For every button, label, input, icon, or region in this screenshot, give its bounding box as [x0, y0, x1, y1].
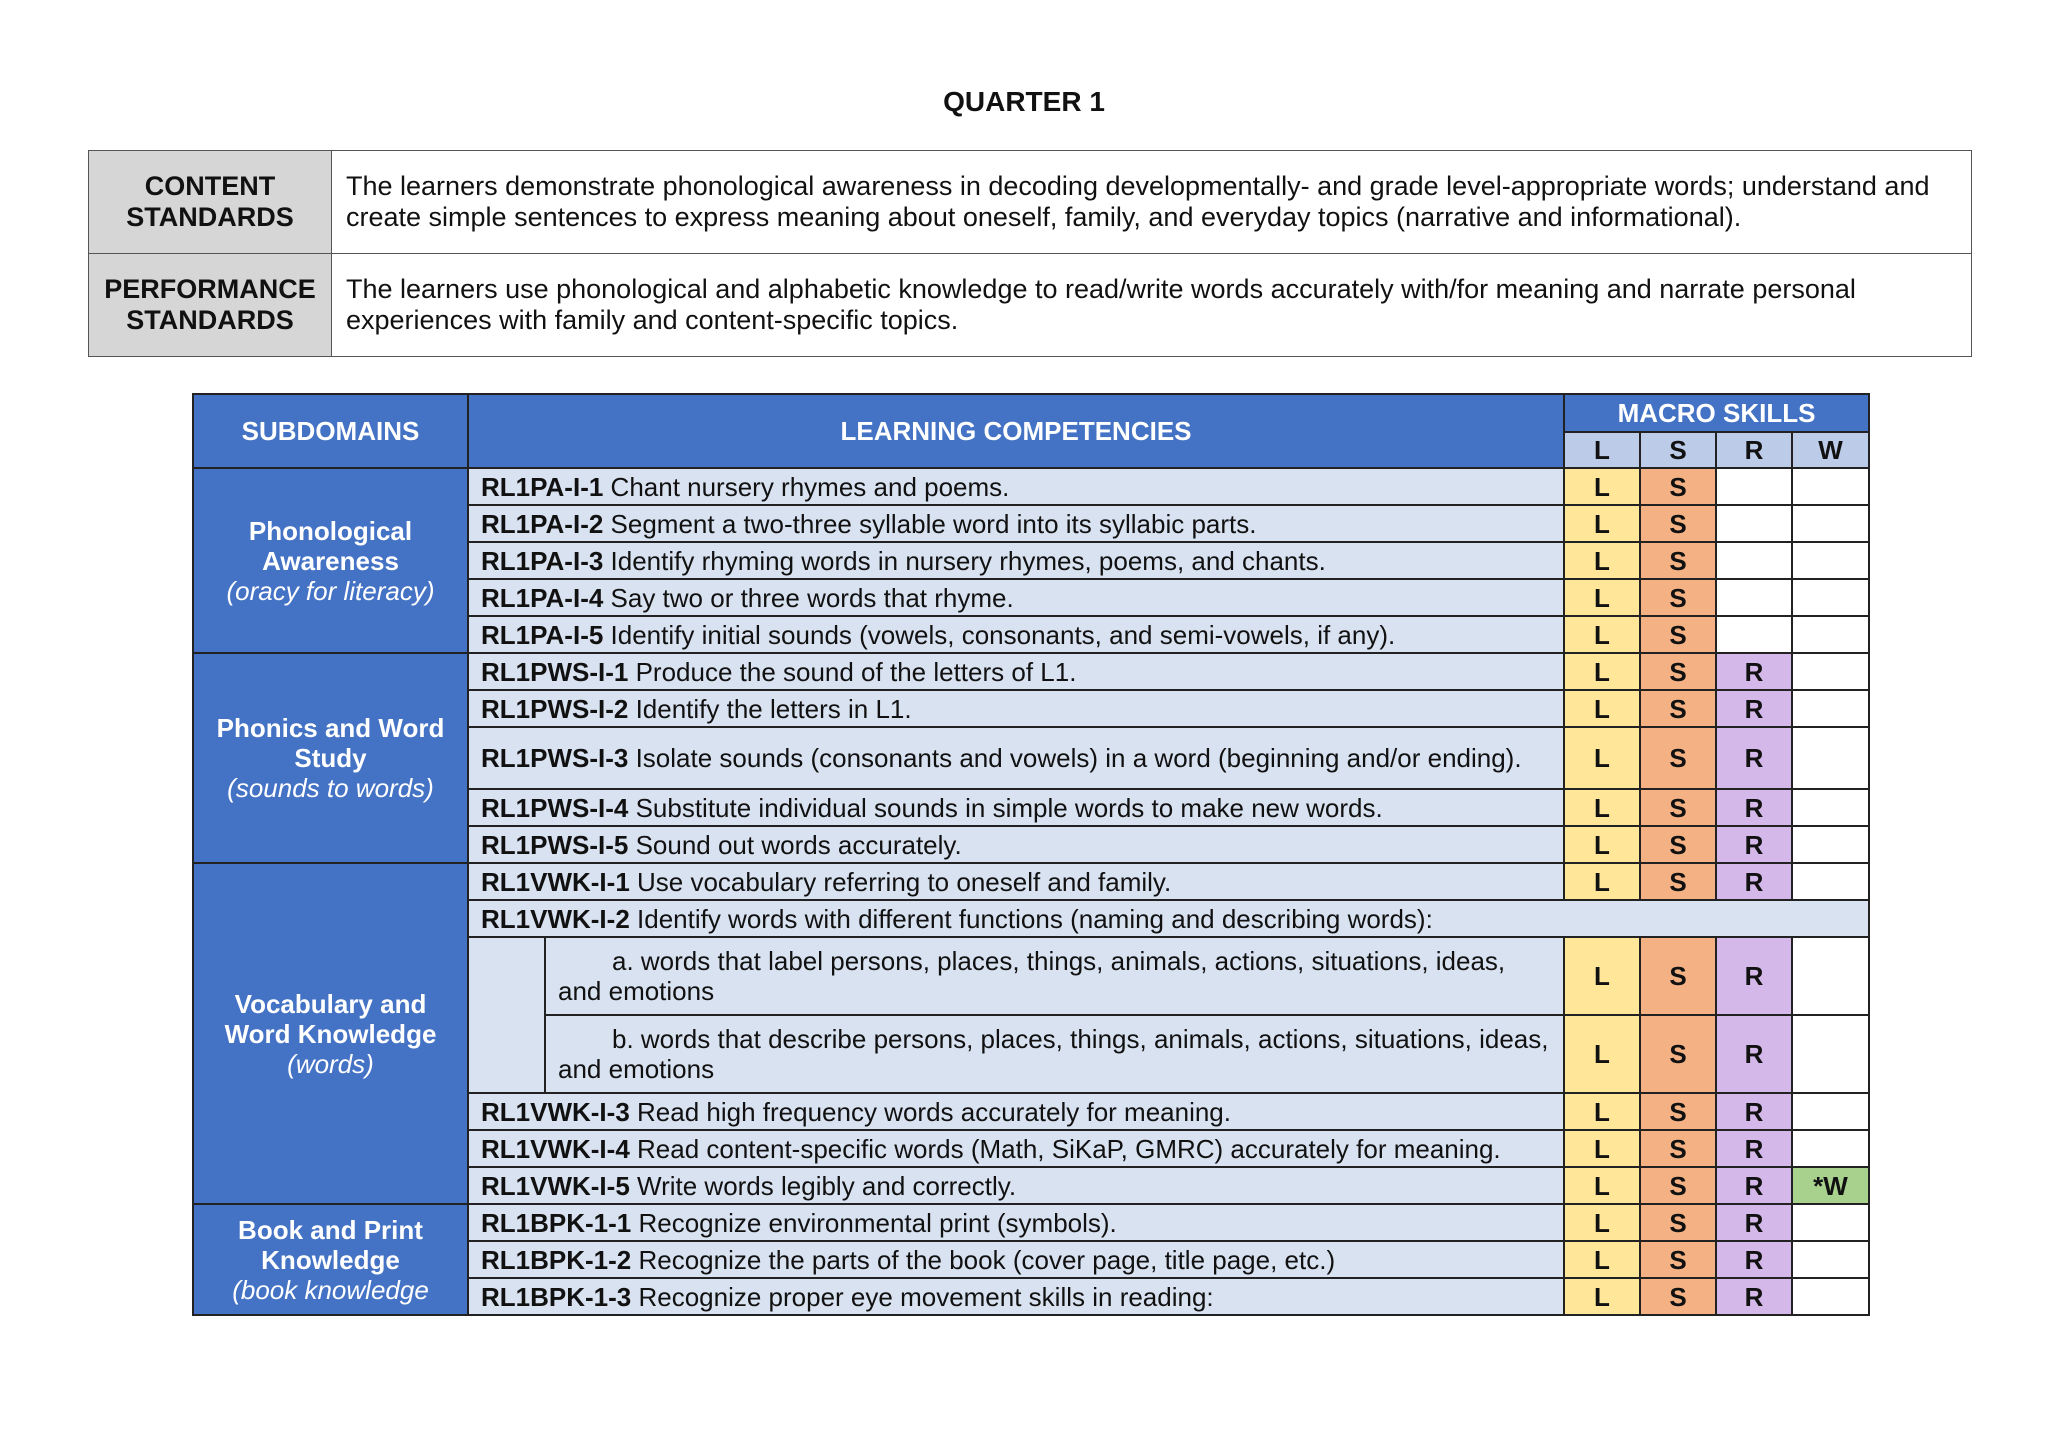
label-line: STANDARDS [126, 202, 294, 232]
skill-l: L [1564, 826, 1640, 863]
skill-s: S [1640, 653, 1716, 690]
competency-text: Segment a two-three syllable word into its syllabic parts. [603, 508, 1257, 539]
skill-l: L [1564, 789, 1640, 826]
competency-code: RL1VWK-I-2 [481, 903, 630, 934]
competency-text: Substitute individual sounds in simple words to make new words. [628, 792, 1383, 823]
content-standards-text: The learners demonstrate phonological awareness in decoding developmentally- and grade level-appropriate words; understand and create simple sentences to express meaning about oneself, family, and everyday topics (narrative and informational). [332, 151, 1972, 254]
sublist-indent [468, 937, 545, 1093]
competency-code: RL1PA-I-4 [481, 582, 604, 613]
skill-l: L [1564, 1093, 1640, 1130]
subdomain-phonics-word-study [193, 653, 468, 863]
competency-cell [468, 1130, 1564, 1167]
competency-text: Write words legibly and correctly. [629, 1170, 1017, 1201]
competency-text: Identify initial sounds (vowels, consonants, and semi-vowels, if any). [603, 619, 1396, 650]
skill-s: S [1640, 542, 1716, 579]
competency-text: Sound out words accurately. [628, 829, 962, 860]
skill-l: L [1564, 653, 1640, 690]
competency-text: Isolate sounds (consonants and vowels) in a word (beginning and/or ending). [628, 743, 1522, 773]
competency-text: Read high frequency words accurately for meaning. [629, 1096, 1231, 1127]
competency-cell [468, 900, 1869, 937]
subdomain-note: (sounds to words) [227, 773, 434, 803]
skill-s: S [1640, 1167, 1716, 1204]
skill-r: R [1716, 690, 1792, 727]
skill-r: R [1716, 727, 1792, 789]
skill-header-w: W [1792, 432, 1869, 468]
sub-competency-b: b. words that describe persons, places, things, animals, actions, situations, ideas, and emotions [545, 1015, 1564, 1093]
skill-header-s: S [1640, 432, 1716, 468]
competency-text: Identify words with different functions (naming and describing words): [629, 903, 1433, 934]
skill-s: S [1640, 579, 1716, 616]
skill-r: R [1716, 826, 1792, 863]
skill-r: R [1716, 789, 1792, 826]
content-standards-label [89, 151, 332, 254]
skill-empty [1792, 1278, 1869, 1315]
subdomain-note: (words) [287, 1048, 374, 1079]
competency-cell [468, 579, 1564, 616]
skill-r: R [1716, 863, 1792, 900]
competency-cell [468, 616, 1564, 653]
competency-code: RL1PWS-I-3 [481, 743, 629, 773]
competency-cell [468, 1167, 1564, 1204]
competency-cell [468, 653, 1564, 690]
competency-text: Use vocabulary referring to oneself and family. [629, 866, 1172, 897]
competency-cell [468, 505, 1564, 542]
competency-code: RL1PA-I-5 [481, 619, 604, 650]
skill-empty [1792, 1015, 1869, 1093]
subdomain-note: (book knowledge [232, 1274, 429, 1305]
subdomain-vocabulary-word-knowledge [193, 863, 468, 1204]
skill-l: L [1564, 1167, 1640, 1204]
skill-empty [1792, 1204, 1869, 1241]
performance-standards-text: The learners use phonological and alphabetic knowledge to read/write words accurately with/for meaning and narrate personal experiences with family and content-specific topics. [332, 254, 1972, 357]
competency-text: Produce the sound of the letters of L1. [628, 656, 1077, 687]
skill-r: R [1716, 1167, 1792, 1204]
skill-r: R [1716, 1093, 1792, 1130]
page-title: QUARTER 1 [943, 86, 1105, 117]
skill-empty [1792, 1130, 1869, 1167]
skill-empty [1792, 653, 1869, 690]
skill-l: L [1564, 542, 1640, 579]
competency-code: RL1BPK-1-3 [481, 1281, 632, 1312]
skill-r: R [1716, 653, 1792, 690]
subdomain-name: Phonics and Word [216, 713, 445, 743]
competency-text: Recognize proper eye movement skills in reading: [631, 1281, 1214, 1312]
subdomains-header: SUBDOMAINS [193, 394, 468, 468]
skill-s: S [1640, 1093, 1716, 1130]
skill-l: L [1564, 1015, 1640, 1093]
skill-empty [1792, 863, 1869, 900]
skill-empty [1716, 468, 1792, 505]
competency-cell [468, 826, 1564, 863]
skill-s: S [1640, 1015, 1716, 1093]
subdomain-name: Vocabulary and [234, 988, 427, 1019]
subdomain-phonological-awareness [193, 468, 468, 653]
skill-l: L [1564, 579, 1640, 616]
skill-s: S [1640, 616, 1716, 653]
competency-code: RL1PWS-I-4 [481, 792, 629, 823]
skill-r: R [1716, 937, 1792, 1015]
competency-cell [468, 863, 1564, 900]
subdomain-note: (oracy for literacy) [226, 575, 435, 606]
subdomain-name: Phonological [248, 515, 413, 546]
skill-empty [1792, 579, 1869, 616]
skill-s: S [1640, 505, 1716, 542]
competency-text: Recognize the parts of the book (cover page, title page, etc.) [631, 1244, 1336, 1275]
competencies-table [192, 393, 1870, 1316]
skill-header-l: L [1564, 432, 1640, 468]
skill-r: R [1716, 1015, 1792, 1093]
skill-l: L [1564, 863, 1640, 900]
skill-empty [1716, 542, 1792, 579]
sub-competency-a: a. words that label persons, places, things, animals, actions, situations, ideas, and emotions [545, 937, 1564, 1015]
skill-s: S [1640, 727, 1716, 789]
skill-s: S [1640, 937, 1716, 1015]
skill-l: L [1564, 727, 1640, 789]
skill-l: L [1564, 1278, 1640, 1315]
skill-l: L [1564, 1241, 1640, 1278]
competency-cell [468, 542, 1564, 579]
subdomain-name: Study [294, 743, 367, 773]
competency-text: Say two or three words that rhyme. [603, 582, 1014, 613]
competency-code: RL1VWK-I-3 [481, 1096, 630, 1127]
competency-cell [468, 690, 1564, 727]
skill-s: S [1640, 1130, 1716, 1167]
skill-l: L [1564, 1204, 1640, 1241]
skill-empty [1792, 937, 1869, 1015]
subdomain-book-print-knowledge [193, 1204, 468, 1315]
competency-cell [468, 1204, 1564, 1241]
competency-text: Recognize environmental print (symbols). [631, 1207, 1117, 1238]
skill-s: S [1640, 468, 1716, 505]
skill-s: S [1640, 863, 1716, 900]
skill-s: S [1640, 1204, 1716, 1241]
content-standards-row [89, 151, 1972, 254]
competency-code: RL1PWS-I-5 [481, 829, 629, 860]
competency-cell [468, 468, 1564, 505]
skill-l: L [1564, 616, 1640, 653]
subdomain-name: Book and Print [238, 1214, 423, 1245]
skill-empty [1792, 690, 1869, 727]
skill-empty [1792, 1093, 1869, 1130]
macro-skills-header: MACRO SKILLS [1564, 394, 1869, 432]
skill-s: S [1640, 789, 1716, 826]
competency-cell [468, 1278, 1564, 1315]
skill-empty [1792, 468, 1869, 505]
performance-standards-row [89, 254, 1972, 357]
subdomain-name: Word Knowledge [224, 1018, 437, 1049]
label-line: PERFORMANCE [104, 274, 316, 304]
competency-code: RL1VWK-I-1 [481, 866, 630, 897]
competency-cell [468, 1093, 1564, 1130]
skill-empty [1716, 616, 1792, 653]
skill-empty [1716, 579, 1792, 616]
skill-r: R [1716, 1204, 1792, 1241]
competency-cell [468, 1241, 1564, 1278]
competency-code: RL1PWS-I-2 [481, 693, 629, 724]
skill-l: L [1564, 937, 1640, 1015]
competency-code: RL1PA-I-1 [481, 471, 604, 502]
label-line: CONTENT [144, 171, 276, 201]
competency-cell [468, 789, 1564, 826]
skill-empty [1792, 505, 1869, 542]
skill-l: L [1564, 468, 1640, 505]
competency-code: RL1BPK-1-2 [481, 1244, 632, 1275]
competency-code: RL1PA-I-2 [481, 508, 604, 539]
skill-l: L [1564, 505, 1640, 542]
skill-r: R [1716, 1278, 1792, 1315]
competencies-header: LEARNING COMPETENCIES [468, 394, 1564, 468]
skill-empty [1792, 542, 1869, 579]
skill-r: R [1716, 1130, 1792, 1167]
skill-w: *W [1792, 1167, 1869, 1204]
skill-l: L [1564, 690, 1640, 727]
skill-empty [1716, 505, 1792, 542]
standards-table [88, 150, 1972, 357]
skill-r: R [1716, 1241, 1792, 1278]
competency-text: Chant nursery rhymes and poems. [603, 471, 1010, 502]
competency-text: Identify the letters in L1. [628, 693, 912, 724]
skill-s: S [1640, 1241, 1716, 1278]
competency-code: RL1BPK-1-1 [481, 1207, 632, 1238]
skill-empty [1792, 727, 1869, 789]
skill-header-r: R [1716, 432, 1792, 468]
skill-empty [1792, 616, 1869, 653]
competency-code: RL1PWS-I-1 [481, 656, 629, 687]
performance-standards-label [89, 254, 332, 357]
competency-code: RL1PA-I-3 [481, 545, 604, 576]
skill-s: S [1640, 826, 1716, 863]
competency-text: Identify rhyming words in nursery rhymes, poems, and chants. [603, 545, 1326, 576]
skill-empty [1792, 1241, 1869, 1278]
skill-s: S [1640, 690, 1716, 727]
subdomain-name: Awareness [262, 545, 399, 576]
skill-l: L [1564, 1130, 1640, 1167]
competency-code: RL1VWK-I-4 [481, 1133, 630, 1164]
skill-s: S [1640, 1278, 1716, 1315]
label-line: STANDARDS [126, 305, 294, 335]
subdomain-name: Knowledge [261, 1244, 400, 1275]
competency-cell [468, 727, 1564, 789]
skill-empty [1792, 789, 1869, 826]
competency-text: Read content-specific words (Math, SiKaP, GMRC) accurately for meaning. [629, 1133, 1501, 1164]
skill-empty [1792, 826, 1869, 863]
competency-code: RL1VWK-I-5 [481, 1170, 630, 1201]
